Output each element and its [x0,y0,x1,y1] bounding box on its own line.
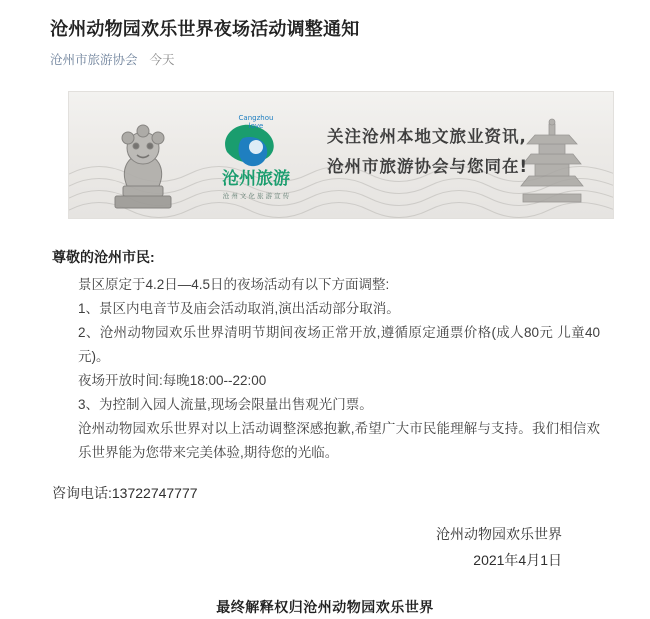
closing-paragraph: 沧州动物园欢乐世界对以上活动调整深感抱歉,希望广大市民能理解与支持。我们相信欢乐世界能为您带来完美体验,期待您的光临。 [78,421,600,460]
opening-hours: 夜场开放时间:每晚18:00--22:00 [78,373,267,388]
svg-text:沧州旅游: 沧州旅游 [222,169,290,189]
salutation: 尊敬的沧州市民: [52,249,155,265]
promo-banner-image [68,91,614,219]
final-interpretation-note: 最终解释权归沧州动物园欢乐世界 [216,599,434,615]
signature-block [50,521,600,573]
page-title: 沧州动物园欢乐世界夜场活动调整通知 [50,19,360,39]
signature-date: 2021年4月1日 [473,552,562,568]
svg-text:沧 州 文 化 旅 游 宣 传: 沧 州 文 化 旅 游 宣 传 [222,192,290,200]
article-body [50,245,600,619]
svg-text:love: love [248,122,264,130]
banner-slogan [327,122,577,182]
contact-phone[interactable]: 咨询电话:13722747777 [52,485,198,501]
signature-name: 沧州动物园欢乐世界 [436,526,562,542]
article-meta [50,51,600,69]
item-3: 3、为控制入园人流量,现场会限量出售观光门票。 [78,397,373,412]
banner-slogan-line2: 沧州市旅游协会与您同在! [327,157,529,176]
intro-paragraph: 景区原定于4.2日—4.5日的夜场活动有以下方面调整: [78,277,390,292]
item-2: 2、沧州动物园欢乐世界清明节期间夜场正常开放,遵循原定通票价格(成人80元 儿童40元)。 [78,325,600,364]
item-1: 1、景区内电音节及庙会活动取消,演出活动部分取消。 [78,301,400,316]
stone-lion-icon [97,114,189,210]
article-source[interactable]: 沧州市旅游协会 [50,53,138,67]
cangzhou-tourism-logo-icon [197,112,315,204]
article-time: 今天 [149,53,175,67]
banner-slogan-line1: 关注沧州本地文旅业资讯, [327,127,527,146]
svg-text:Cangzhou: Cangzhou [238,114,274,122]
